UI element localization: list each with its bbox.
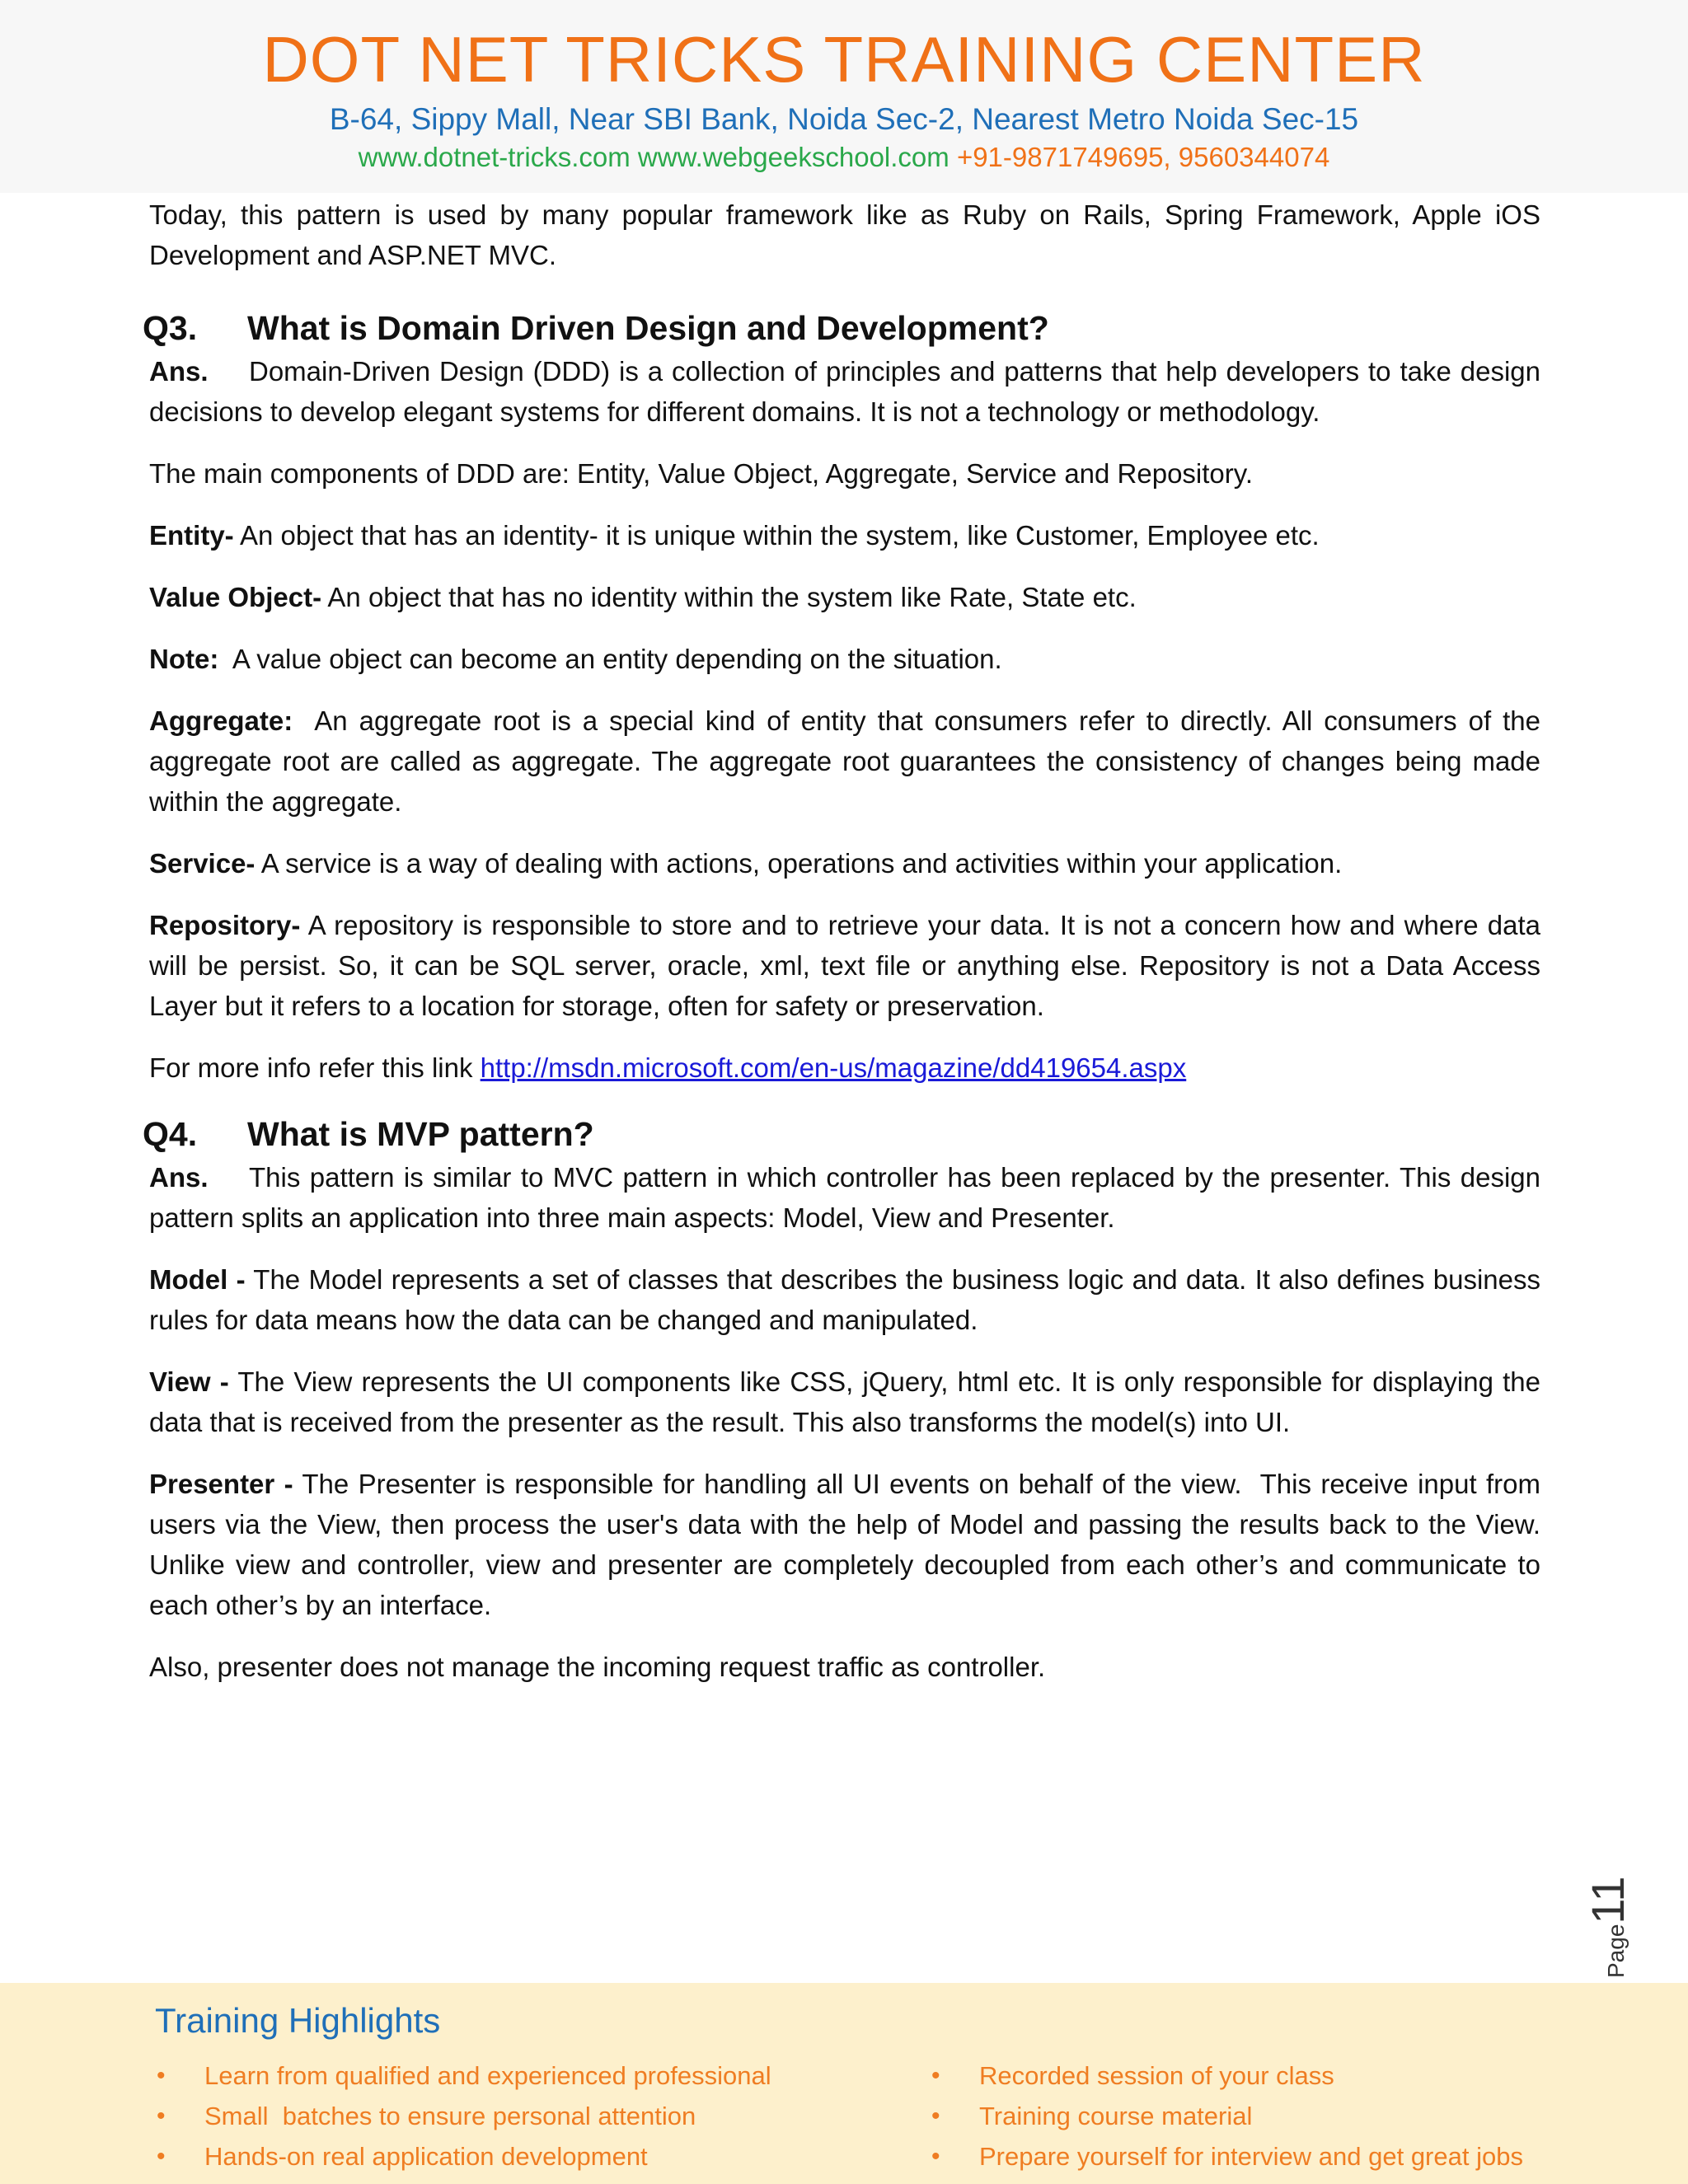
- term-label: Presenter -: [149, 1469, 293, 1499]
- page-word: Page: [1603, 1924, 1629, 1978]
- answer-label: Ans.: [149, 356, 209, 387]
- training-highlights-footer: [0, 1983, 1688, 2184]
- q3-value-object: [149, 577, 1540, 617]
- header-title: DOT NET TRICKS TRAINING CENTER: [262, 23, 1426, 96]
- term-text: An object that has no identity within the system like Rate, State etc.: [321, 582, 1137, 612]
- term-label: Aggregate:: [149, 705, 293, 736]
- answer-text: Domain-Driven Design (DDD) is a collection of principles and patterns that help developers to take design decisions to develop elegant systems for different domains. It is not a technology or methodology.: [149, 356, 1540, 427]
- list-item-text: Learn from qualified and experienced professional: [204, 2061, 771, 2090]
- list-item: [930, 2096, 1523, 2136]
- term-text: A repository is responsible to store and to retrieve your data. It is not a concern how and where data will be persist. So, it can be SQL server, oracle, xml, text file or anything else. Repository is not a Data Access Layer but it refers to a location for storage, often for safety or preservation.: [149, 910, 1540, 1021]
- list-item-text: Recorded session of your class: [979, 2061, 1334, 2090]
- term-label: Value Object-: [149, 582, 322, 612]
- q4-model: [149, 1259, 1540, 1340]
- list-item-text: Small batches to ensure personal attention: [204, 2102, 696, 2130]
- header-address: B-64, Sippy Mall, Near SBI Bank, Noida Sec-2, Nearest Metro Noida Sec-15: [329, 102, 1359, 136]
- list-item: [155, 2136, 771, 2177]
- list-item: [155, 2055, 771, 2096]
- term-text: A value object can become an entity depending on the situation.: [218, 644, 1002, 674]
- term-text: An aggregate root is a special kind of entity that consumers refer to directly. All consumers of the aggregate root are called as aggregate. The aggregate root guarantees the consistency of changes being made within the aggregate.: [149, 705, 1549, 817]
- q3-components: The main components of DDD are: Entity, Value Object, Aggregate, Service and Repository.: [149, 458, 1253, 489]
- list-item-text: Hands-on real application development: [204, 2142, 648, 2171]
- intro-paragraph: Today, this pattern is used by many popular framework like as Ruby on Rails, Spring Framework, Apple iOS Development and ASP.NET MVC.: [149, 199, 1540, 270]
- q3-repository: [149, 905, 1540, 1026]
- bullet-icon: •: [157, 2062, 166, 2089]
- q3-more-info: [149, 1047, 1540, 1088]
- term-text: The Presenter is responsible for handling all UI events on behalf of the view. This receive input from users via the View, then process the user's data with the help of Model and passing the results back to the View. Unlike view and controller, view and presenter are completely decoupled from each other’s and communicate to each other’s by an interface.: [149, 1469, 1549, 1620]
- question-title: What is MVP pattern?: [247, 1115, 594, 1153]
- highlights-list-right: [930, 2055, 1523, 2177]
- answer-label: Ans.: [149, 1162, 209, 1193]
- bullet-icon: •: [931, 2062, 940, 2089]
- highlights-list-left: [155, 2055, 771, 2177]
- list-item: [930, 2055, 1523, 2096]
- question-number: Q4.: [143, 1115, 198, 1153]
- header-phones: +91-9871749695, 9560344074: [956, 142, 1330, 172]
- header-contact: [0, 138, 1688, 176]
- answer-text: This pattern is similar to MVC pattern in which controller has been replaced by the presenter. This design pattern splits an application into three main aspects: Model, View and Presenter.: [149, 1162, 1540, 1233]
- list-item: [930, 2136, 1523, 2177]
- term-text: An object that has an identity- it is unique within the system, like Customer, Employee etc.: [233, 520, 1320, 551]
- term-label: Entity-: [149, 520, 234, 551]
- bullet-icon: •: [931, 2102, 940, 2130]
- q4-answer: [149, 1157, 1540, 1238]
- page-header: [0, 0, 1688, 193]
- document-body: [143, 194, 1549, 1708]
- bullet-icon: •: [157, 2102, 166, 2130]
- term-text: A service is a way of dealing with actions, operations and activities within your application.: [255, 848, 1343, 879]
- more-info-text: For more info refer this link: [149, 1052, 481, 1083]
- list-item-text: Prepare yourself for interview and get great jobs: [979, 2142, 1523, 2171]
- question-heading-q4: [143, 1111, 1540, 1157]
- q3-aggregate: [149, 701, 1549, 822]
- q4-view: [149, 1361, 1540, 1442]
- page-number-rotated: [1581, 1854, 1634, 1978]
- list-item: [155, 2096, 771, 2136]
- question-number: Q3.: [143, 309, 198, 347]
- term-label: View -: [149, 1366, 229, 1397]
- list-item-text: Training course material: [979, 2102, 1253, 2130]
- question-heading-q3: [143, 305, 1540, 351]
- q4-presenter: [149, 1464, 1549, 1625]
- term-label: Service-: [149, 848, 256, 879]
- bullet-icon: •: [157, 2143, 166, 2170]
- term-label: Repository-: [149, 910, 301, 940]
- header-websites[interactable]: www.dotnet-tricks.com www.webgeekschool.com: [358, 142, 950, 172]
- msdn-link[interactable]: http://msdn.microsoft.com/en-us/magazine/dd419654.aspx: [480, 1052, 1187, 1083]
- term-label: Note:: [149, 644, 219, 674]
- q3-service: [149, 843, 1540, 883]
- bullet-icon: •: [931, 2143, 940, 2170]
- footer-title: Training Highlights: [155, 2001, 441, 2040]
- page-number: [1581, 1854, 1634, 1978]
- q3-answer: [149, 351, 1540, 432]
- term-text: The View represents the UI components like CSS, jQuery, html etc. It is only responsible for displaying the data that is received from the presenter as the result. This also transforms the model(s) into UI.: [149, 1366, 1541, 1437]
- q4-also: Also, presenter does not manage the incoming request traffic as controller.: [149, 1652, 1046, 1682]
- q3-note: [149, 639, 1540, 679]
- q3-entity: [149, 515, 1540, 555]
- page-num: 11: [1582, 1876, 1634, 1924]
- term-label: Model -: [149, 1264, 246, 1295]
- question-title: What is Domain Driven Design and Development?: [247, 309, 1049, 347]
- term-text: The Model represents a set of classes that describes the business logic and data. It also defines business rules for data means how the data can be changed and manipulated.: [149, 1264, 1541, 1335]
